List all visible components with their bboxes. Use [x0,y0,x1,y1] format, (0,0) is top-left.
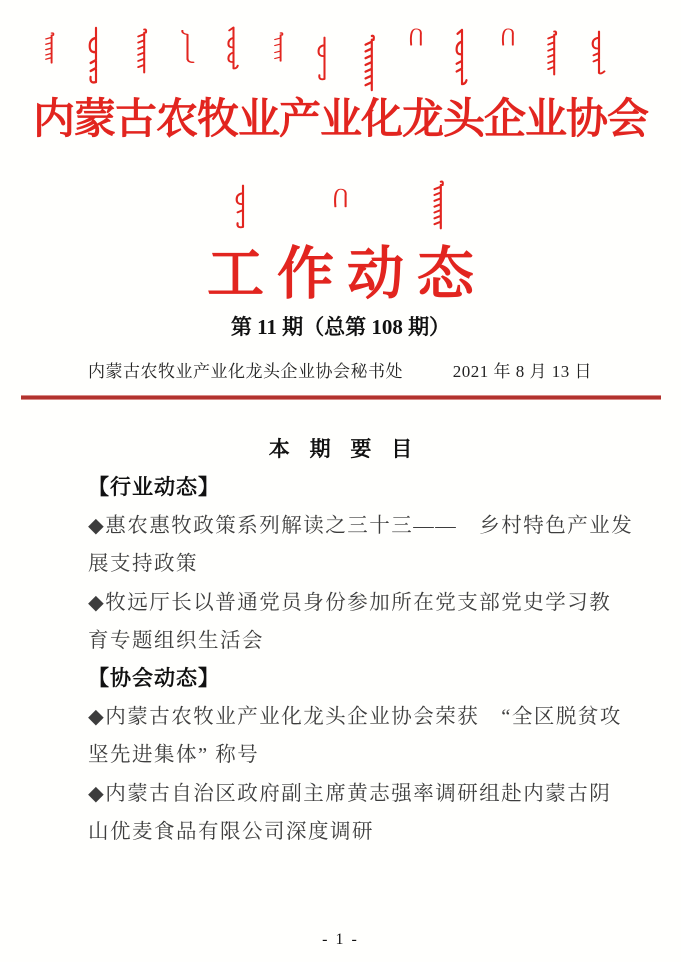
mongolian-script-icon [453,28,471,86]
mongolian-script-icon [271,32,287,62]
mongolian-banner-row-1 [42,26,608,92]
issue-number: 第 11 期（总第 108 期） [230,315,451,339]
toc-item-line: ◆内蒙古自治区政府副主席黄志强率调研组赴内蒙古阴 [88,782,612,805]
mongolian-script-icon [134,28,151,74]
mongolian-script-icon [332,186,349,210]
mongolian-banner-row-2 [234,180,448,230]
mongolian-script-icon [590,30,608,76]
toc-item-line: ◆内蒙古农牧业产业化龙头企业协会荣获 “全区脱贫攻 [88,706,622,729]
toc-item-line: ◆惠农惠牧政策系列解读之三十三—— 乡村特色产业发 [88,515,634,538]
publisher-row [88,357,592,382]
mongolian-script-icon [361,34,379,92]
mongolian-script-icon [234,184,252,230]
page-number: - 1 - [322,931,359,948]
mongolian-script-icon [500,26,516,48]
toc [88,469,634,851]
toc-section-label: 【行业动态】 [88,476,220,499]
mongolian-script-icon [430,180,448,230]
toc-item-line: 育专题组织生活会 [88,629,264,652]
toc-section-label: 【协会动态】 [88,667,220,691]
org-title: 内蒙古农牧业产业化龙头企业协会 [32,97,648,143]
bulletin-title: 工作动态 [207,243,487,306]
mongolian-script-icon [408,26,424,48]
toc-item-line: 山优麦食品有限公司深度调研 [88,820,374,843]
publish-date: 2021 年 8 月 13 日 [452,362,592,381]
toc-item-line: 坚先进集体” 称号 [88,744,260,767]
mongolian-script-icon [179,30,196,64]
mongolian-script-icon [225,26,242,70]
mongolian-script-icon [42,32,58,64]
divider-rule [21,395,661,400]
toc-item-line: ◆牧远厅长以普通党员身份参加所在党支部党史学习教 [88,591,612,614]
toc-heading: 本 期 要 目 [268,438,420,461]
toc-item-line: 展支持政策 [88,553,198,576]
publisher-name: 内蒙古农牧业产业化龙头企业协会秘书处 [88,362,403,381]
mongolian-script-icon [87,26,105,86]
mongolian-script-icon [316,36,333,82]
mongolian-script-icon [544,30,561,76]
